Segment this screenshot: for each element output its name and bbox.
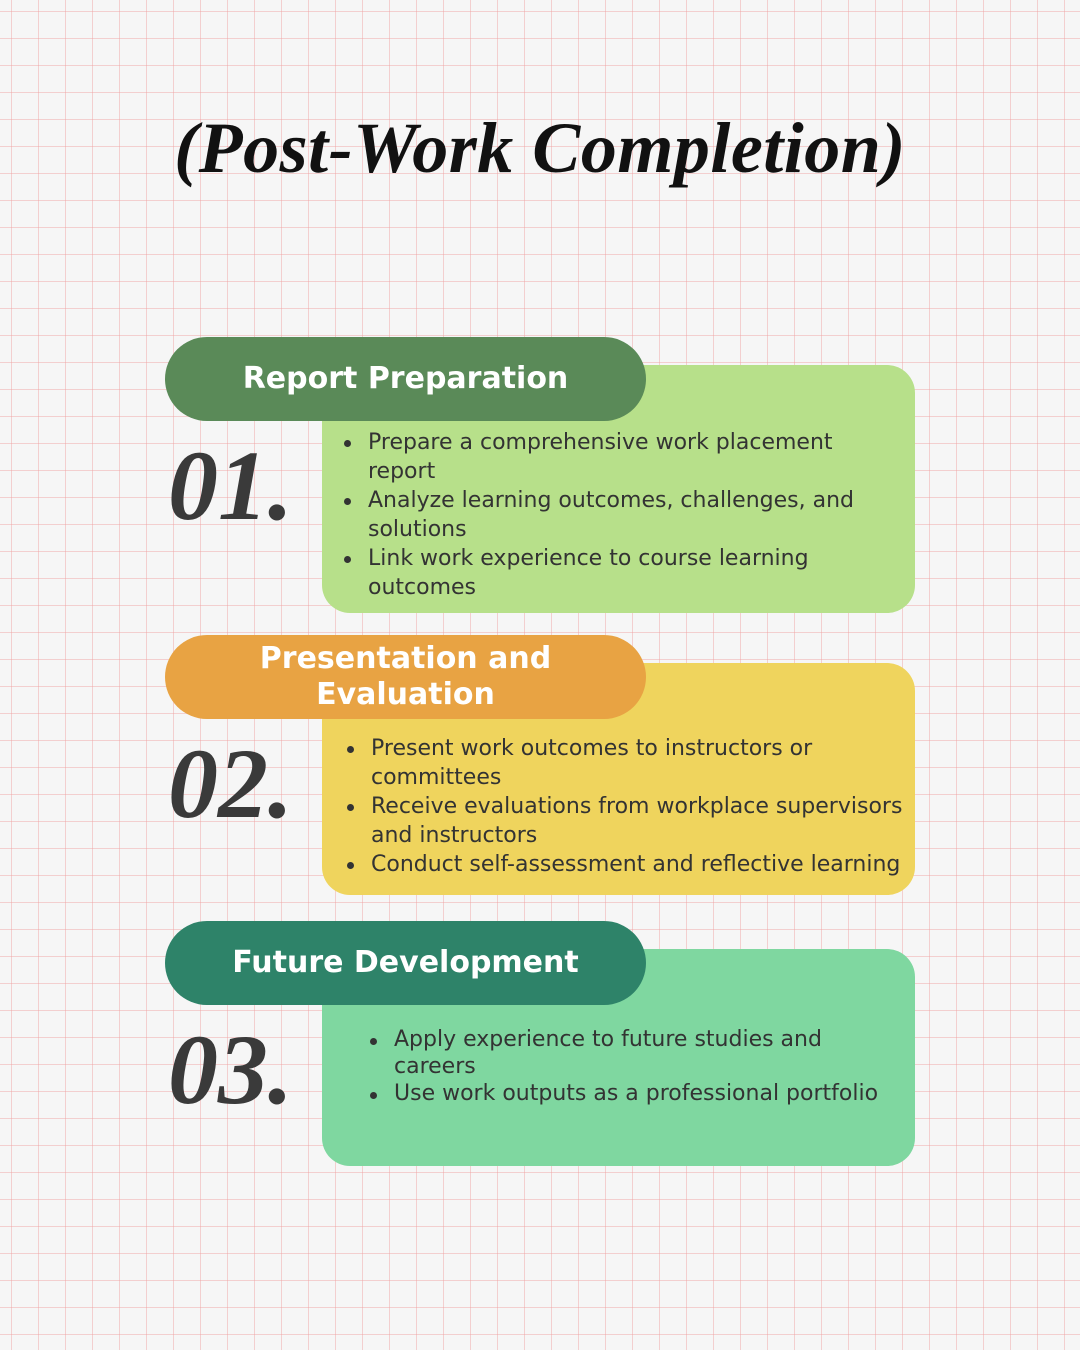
step-heading: Report Preparation bbox=[242, 361, 569, 396]
bullet-item: Receive evaluations from workplace supervisors and instructors bbox=[345, 792, 911, 850]
bullet-item: Present work outcomes to instructors or committees bbox=[345, 734, 911, 792]
bullet-list bbox=[342, 428, 882, 602]
step-number: 01. bbox=[168, 430, 293, 541]
bullet-item: Apply experience to future studies and careers bbox=[368, 1026, 888, 1080]
step-heading-pill bbox=[165, 635, 646, 719]
bullet-item: Conduct self-assessment and reflective learning bbox=[345, 850, 911, 879]
bullet-list bbox=[345, 734, 911, 879]
page-title: (Post-Work Completion) bbox=[174, 108, 906, 188]
bullet-list bbox=[368, 1026, 888, 1107]
step-heading-pill bbox=[165, 921, 646, 1005]
bullet-item: Analyze learning outcomes, challenges, and solutions bbox=[342, 486, 882, 544]
bullet-item: Prepare a comprehensive work placement report bbox=[342, 428, 882, 486]
bullet-item: Link work experience to course learning outcomes bbox=[342, 544, 882, 602]
step-heading-pill bbox=[165, 337, 646, 421]
bullet-item: Use work outputs as a professional portfolio bbox=[368, 1080, 888, 1107]
step-number: 03. bbox=[168, 1014, 293, 1125]
step-heading: Future Development bbox=[232, 945, 579, 980]
step-heading: Presentation and Evaluation bbox=[259, 641, 552, 712]
step-number: 02. bbox=[168, 728, 293, 839]
